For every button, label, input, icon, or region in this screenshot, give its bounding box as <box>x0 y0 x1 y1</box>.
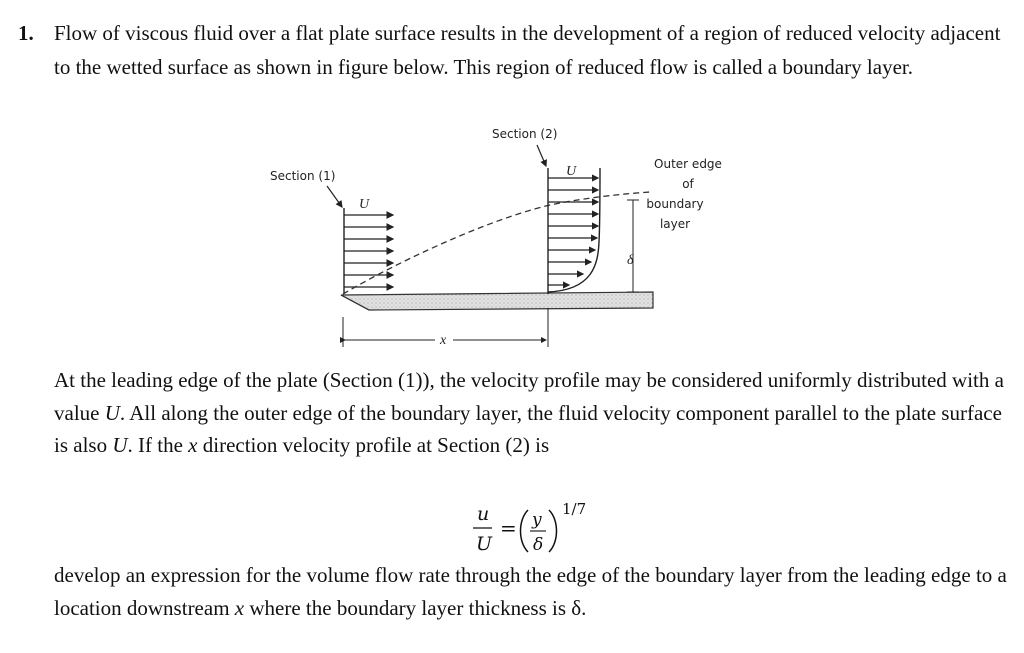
eq-numerator-y: y <box>532 510 542 530</box>
problem-1 <box>18 16 1008 84</box>
boundary-layer-edge <box>343 192 650 294</box>
body-var-U-2: U <box>112 433 128 457</box>
x-symbol: x <box>440 333 447 348</box>
eq-denominator-delta: δ <box>533 535 544 555</box>
body-var-U-1: U <box>104 400 120 425</box>
eq-exponent: 1/7 <box>562 500 587 518</box>
section1-pointer <box>327 186 342 207</box>
flat-plate <box>341 292 653 310</box>
body-text-1: At the leading edge of the plate (Section (1)), the velocity profile may be considered uniformly distributed with a value <box>54 368 1004 425</box>
body-var-x: x <box>188 433 198 457</box>
velocity-symbol-1: U <box>359 197 370 212</box>
outer-edge-label-3: boundary <box>646 197 704 211</box>
problem-number: 1. <box>18 21 34 45</box>
velocity-symbol-2: U <box>566 164 577 179</box>
closing-var-x: x <box>234 595 245 620</box>
velocity-profile-equation <box>470 498 620 560</box>
section2-pointer <box>537 145 546 166</box>
boundary-layer-figure <box>255 122 722 357</box>
closing-text-1: develop an expression for the volume flow rate through the edge of the boundary layer from the leading edge to a location downstream <box>54 563 1007 620</box>
section1-velocity-arrows <box>344 215 393 287</box>
delta-symbol: δ <box>627 253 634 268</box>
outer-edge-label-2: of <box>682 177 694 191</box>
outer-edge-label-1: Outer edge <box>654 157 722 171</box>
section2-label: Section (2) <box>492 127 558 141</box>
eq-numerator-u: u <box>477 503 490 525</box>
body-text-3: . If the <box>127 433 189 457</box>
section2-velocity-arrows <box>548 178 598 285</box>
body-text-2: . All along the outer edge of the boundary layer, the fluid velocity component parallel to the plate surface is also <box>54 400 1002 457</box>
delta-dimension <box>627 200 639 292</box>
closing-text-2: where the boundary layer thickness is δ. <box>244 595 587 620</box>
problem-intro: Flow of viscous fluid over a flat plate surface results in the development of a region of reduced velocity adjacent to the wetted surface as shown in figure below. This region of reduced flow is called a boundary layer. <box>54 21 1001 79</box>
outer-edge-label-4: layer <box>659 217 691 231</box>
eq-equals: = <box>500 516 517 540</box>
boundary-layer-diagram <box>255 122 722 357</box>
eq-denominator-U: U <box>476 533 493 555</box>
problem-body <box>54 364 1014 462</box>
section1-label: Section (1) <box>270 169 336 183</box>
problem-closing <box>54 559 1014 624</box>
body-text-4: direction velocity profile at Section (2) is <box>197 433 550 457</box>
